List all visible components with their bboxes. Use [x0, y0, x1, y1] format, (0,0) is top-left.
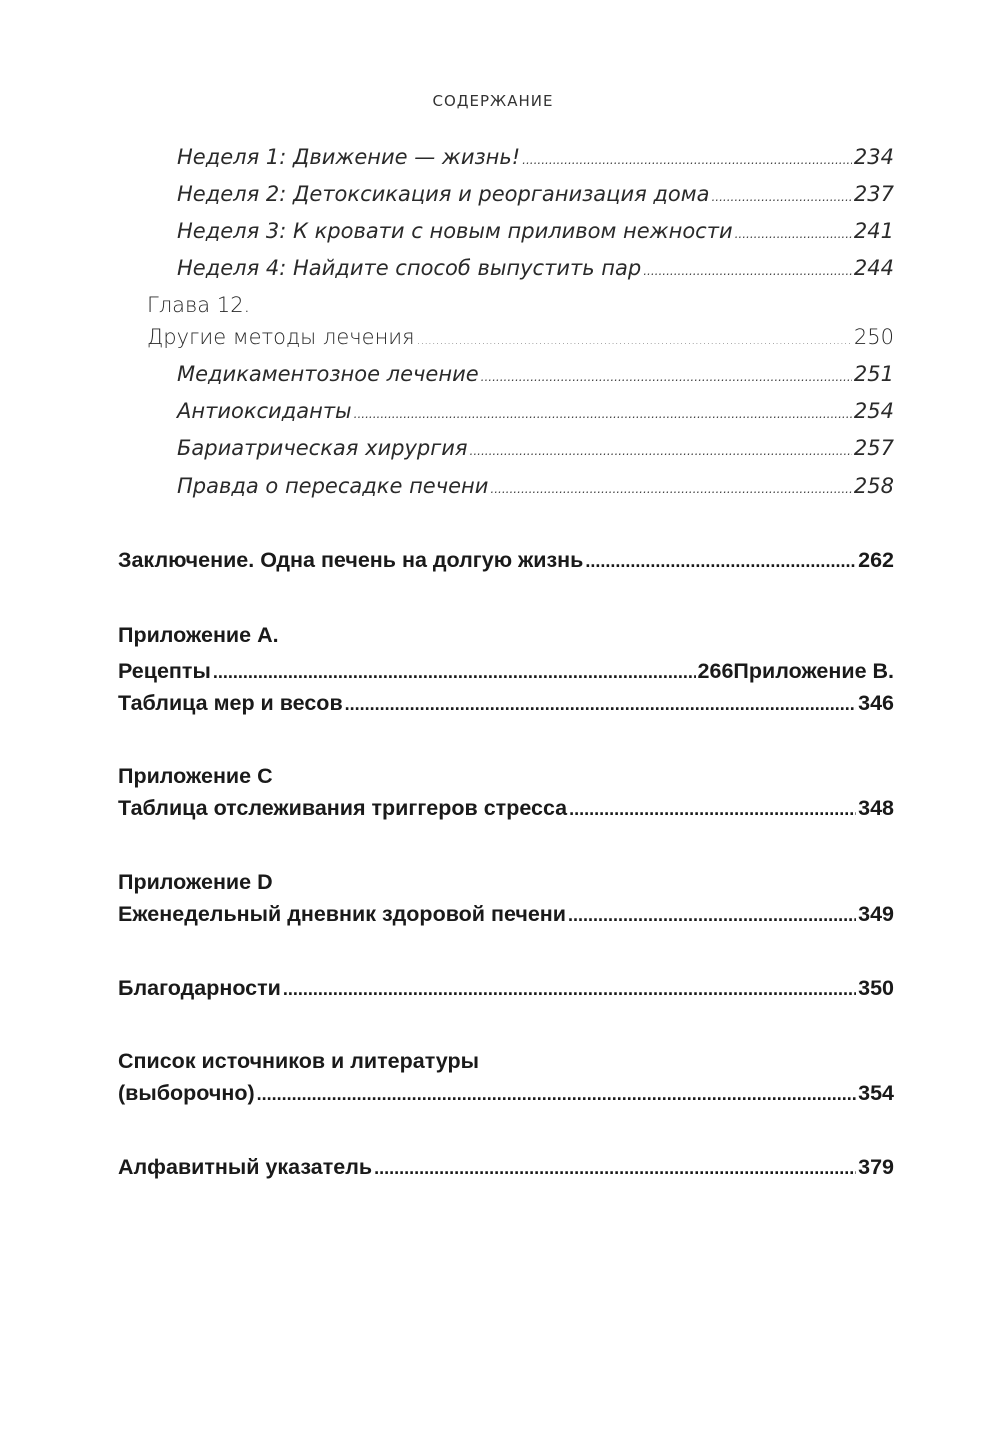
toc-entry-index[interactable] — [118, 1152, 894, 1182]
toc-entry-title: Другие методы лечения — [147, 325, 415, 349]
dot-leader — [417, 325, 852, 355]
toc-entry-page: 241 — [853, 219, 894, 243]
toc-entry-title: Медикаментозное лечение — [177, 362, 479, 386]
toc-entry-page: 251 — [853, 362, 894, 386]
dot-leader — [354, 399, 852, 429]
toc-entry-title: (выборочно) — [118, 1081, 255, 1105]
toc-entry-page: 237 — [853, 182, 894, 206]
toc-entry-page: 250 — [853, 325, 894, 349]
toc-entry-title: Таблица мер и весов — [118, 691, 343, 715]
dot-leader — [345, 689, 856, 719]
toc-entry-page: 244 — [853, 256, 894, 280]
toc-entry-sources[interactable] — [118, 1078, 894, 1108]
toc-entry-title: Рецепты — [118, 659, 211, 683]
toc-entry-page: 354 — [858, 1081, 894, 1105]
dot-leader — [735, 219, 852, 249]
toc-entry-title: Еженедельный дневник здоровой печени — [118, 902, 567, 926]
toc-entry-title: Заключение. Одна печень на долгую жизнь — [118, 548, 584, 572]
toc-entry-page: 234 — [853, 145, 894, 169]
toc-entry-title: Неделя 2: Детоксикация и реорганизация дома — [177, 182, 710, 206]
dot-leader — [522, 145, 852, 175]
toc-entry-diary[interactable] — [118, 899, 894, 929]
dot-leader — [643, 256, 852, 286]
toc-entry-page: 262 — [858, 548, 894, 572]
toc-entry-title: Неделя 4: Найдите способ выпустить пар — [177, 256, 642, 280]
dot-leader — [470, 436, 852, 466]
dot-leader — [481, 362, 852, 392]
toc-entry-page: 350 — [858, 976, 894, 1000]
toc-entry-title: Бариатрическая хирургия — [177, 436, 468, 460]
dot-leader — [283, 974, 856, 1004]
page-header: СОДЕРЖАНИЕ — [432, 92, 554, 110]
dot-leader — [490, 474, 851, 504]
appendix-a-label: Приложение А. — [118, 623, 279, 647]
toc-entry-title: Неделя 1: Движение — жизнь! — [177, 145, 521, 169]
toc-entry-title: Антиоксиданты — [177, 399, 352, 423]
toc-entry-page: 348 — [858, 796, 894, 820]
dot-leader — [585, 546, 856, 576]
sources-label: Список источников и литературы — [118, 1049, 479, 1073]
appendix-c-label: Приложение С — [118, 764, 273, 788]
toc-entry-bariatric[interactable] — [177, 433, 894, 463]
toc-entry-title: Правда о пересадке печени — [177, 474, 489, 498]
toc-entry-conclusion[interactable] — [118, 545, 894, 575]
toc-entry-page: 258 — [853, 474, 894, 498]
dot-leader — [213, 657, 696, 687]
toc-entry-page: 257 — [853, 436, 894, 460]
dot-leader — [711, 182, 851, 212]
toc-entry-thanks[interactable] — [118, 973, 894, 1003]
toc-entry-page: 266Приложение В. — [697, 659, 894, 683]
toc-entry-title: Алфавитный указатель — [118, 1155, 373, 1179]
toc-entry-title: Благодарности — [118, 976, 281, 1000]
toc-entry-week3[interactable] — [177, 216, 894, 246]
toc-entry-recipes[interactable] — [118, 656, 894, 686]
appendix-d-label: Приложение D — [118, 870, 273, 894]
toc-entry-page: 346 — [858, 691, 894, 715]
toc-entry-week2[interactable] — [177, 179, 894, 209]
toc-entry-transplant[interactable] — [177, 471, 894, 501]
toc-entry-page: 379 — [858, 1155, 894, 1179]
toc-entry-page: 254 — [853, 399, 894, 423]
dot-leader — [374, 1153, 856, 1183]
toc-entry-medication[interactable] — [177, 359, 894, 389]
dot-leader — [257, 1079, 856, 1109]
toc-entry-chapter12[interactable] — [147, 322, 894, 352]
toc-entry-measures[interactable] — [118, 688, 894, 718]
toc-entry-week1[interactable] — [177, 142, 894, 172]
dot-leader — [569, 794, 856, 824]
chapter-12-label: Глава 12. — [147, 293, 251, 317]
toc-entry-stress[interactable] — [118, 793, 894, 823]
toc-entry-title: Неделя 3: К кровати с новым приливом нежности — [177, 219, 733, 243]
toc-entry-page: 349 — [858, 902, 894, 926]
toc-entry-title: Таблица отслеживания триггеров стресса — [118, 796, 568, 820]
toc-entry-antioxidants[interactable] — [177, 396, 894, 426]
dot-leader — [568, 900, 856, 930]
toc-entry-week4[interactable] — [177, 253, 894, 283]
